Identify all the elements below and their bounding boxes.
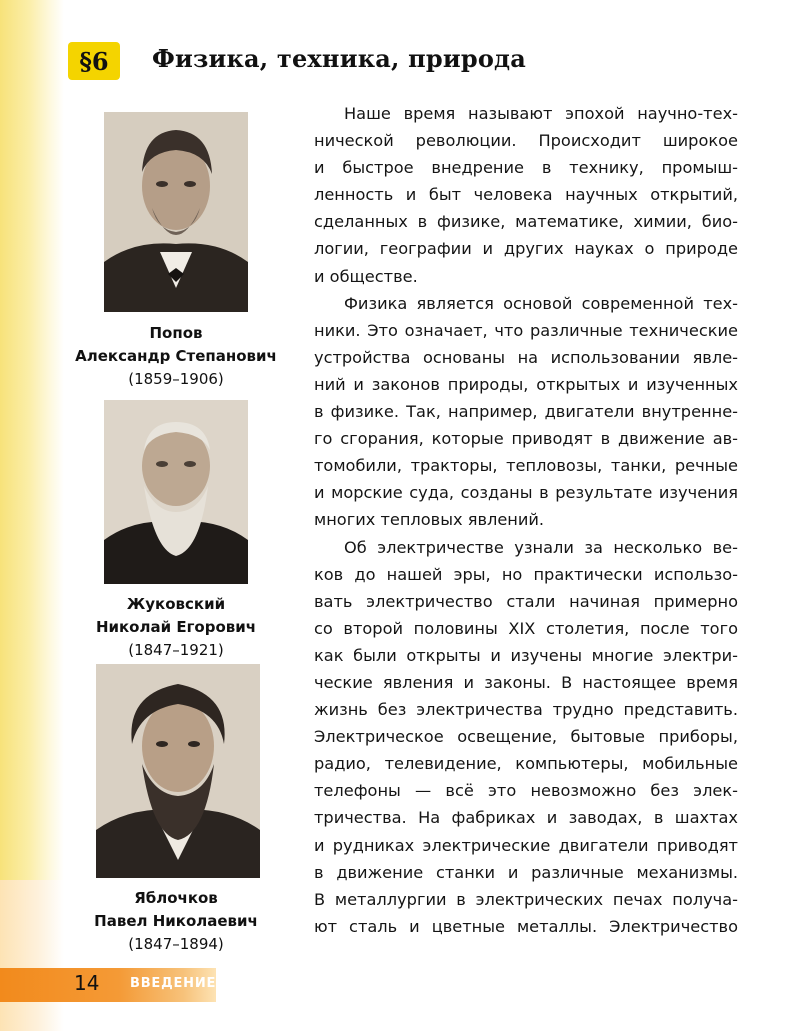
body-line: логии, географии и других науках о природе xyxy=(314,239,738,259)
portrait-surname: Попов xyxy=(149,324,203,342)
body-line: Электрическое освещение, бытовые приборы, xyxy=(314,727,738,747)
body-line: устройства основаны на использовании явле- xyxy=(314,347,738,367)
portrait-photo-yablochkov xyxy=(96,664,260,878)
portrait-given-name: Александр Степанович xyxy=(75,347,277,365)
body-line: ков до нашей эры, но практически использо- xyxy=(314,564,738,584)
body-line: многих тепловых явлений. xyxy=(314,510,545,530)
body-line: в движение станки и различные механизмы. xyxy=(314,862,738,882)
body-line: го сгорания, которые приводят в движение ав- xyxy=(314,429,738,449)
body-line: как были открыты и изучены многие электри- xyxy=(314,645,738,665)
portrait-years: (1847–1921) xyxy=(128,641,224,659)
body-line: ленность и быт человека научных открытий, xyxy=(314,185,738,205)
body-line: со второй половины XIX столетия, после того xyxy=(314,618,738,638)
body-line: радио, телевидение, компьютеры, мобильные xyxy=(314,754,738,774)
body-line: жизнь без электричества трудно представить. xyxy=(314,700,738,720)
portrait-given-name: Павел Николаевич xyxy=(94,912,258,930)
body-line: ческие явления и законы. В настоящее время xyxy=(314,672,738,692)
body-line: и рудниках электрические двигатели приводят xyxy=(314,835,738,855)
body-line: Физика является основой современной тех- xyxy=(344,293,738,313)
portrait-caption-zhukovsky xyxy=(58,593,294,662)
body-line: нической революции. Происходит широкое xyxy=(314,131,738,151)
portrait-surname: Жуковский xyxy=(126,595,226,613)
portrait-photo-popov xyxy=(104,112,248,312)
portrait-caption-yablochkov xyxy=(58,887,294,956)
body-line: и морские суда, созданы в результате изучения xyxy=(314,483,738,503)
body-text xyxy=(314,100,738,940)
body-line: и обществе. xyxy=(314,266,418,286)
body-line: В металлургии в электрических печах получа- xyxy=(314,889,738,909)
body-line: ники. Это означает, что различные технические xyxy=(314,320,738,340)
page-number: 14 xyxy=(74,971,100,995)
body-line: тричества. На фабриках и заводах, в шахтах xyxy=(314,808,738,828)
portrait-caption-popov xyxy=(58,322,294,391)
body-line: телефоны — всё это невозможно без элек- xyxy=(314,781,738,801)
section-badge: §6 xyxy=(68,42,120,80)
portrait-years: (1847–1894) xyxy=(128,935,224,953)
body-line: ют сталь и цветные металлы. Электричество xyxy=(314,916,738,936)
portrait-years: (1859–1906) xyxy=(128,370,224,388)
body-line: сделанных в физике, математике, химии, био- xyxy=(314,212,738,232)
portrait-photo-zhukovsky xyxy=(104,400,248,584)
body-line: и быстрое внедрение в технику, промыш- xyxy=(314,158,738,178)
body-line: Об электричестве узнали за несколько ве- xyxy=(344,537,738,557)
page-title: Физика, техника, природа xyxy=(152,44,526,73)
body-line: ний и законов природы, открытых и изученных xyxy=(314,374,738,394)
page-edge-decoration-lower xyxy=(0,880,64,1031)
body-line: Наше время называют эпохой научно-тех- xyxy=(344,104,738,123)
section-name: ВВЕДЕНИЕ xyxy=(130,976,217,991)
portrait-given-name: Николай Егорович xyxy=(95,618,257,636)
body-line: в физике. Так, например, двигатели внутренне- xyxy=(314,402,738,422)
page-edge-decoration xyxy=(0,0,64,1031)
body-line: томобили, тракторы, тепловозы, танки, речные xyxy=(314,456,738,476)
portrait-surname: Яблочков xyxy=(134,889,218,907)
body-line: вать электричество стали начиная примерно xyxy=(314,591,738,611)
